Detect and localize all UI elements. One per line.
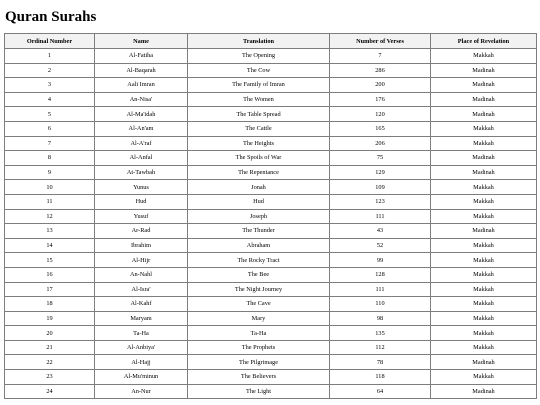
cell-name: Al-Mu'minun: [95, 370, 188, 385]
cell-ordinal-number: 11: [5, 194, 95, 209]
cell-place-of-revelation: Madinah: [431, 384, 537, 399]
cell-name: Ibrahim: [95, 238, 188, 253]
table-row: [5, 384, 537, 399]
cell-ordinal-number: 6: [5, 121, 95, 136]
table-row: [5, 311, 537, 326]
cell-name: An-Nur: [95, 384, 188, 399]
cell-place-of-revelation: Makkah: [431, 136, 537, 151]
table-row: [5, 267, 537, 282]
cell-place-of-revelation: Madinah: [431, 151, 537, 166]
table-row: [5, 165, 537, 180]
cell-number-of-verses: 200: [330, 78, 431, 93]
cell-number-of-verses: 64: [330, 384, 431, 399]
cell-translation: Abraham: [188, 238, 330, 253]
cell-ordinal-number: 1: [5, 49, 95, 64]
cell-place-of-revelation: Makkah: [431, 238, 537, 253]
table-row: [5, 107, 537, 122]
cell-name: Aali Imran: [95, 78, 188, 93]
cell-place-of-revelation: Makkah: [431, 282, 537, 297]
cell-place-of-revelation: Makkah: [431, 326, 537, 341]
column-header-ordinal-number: Ordinal Number: [5, 34, 95, 49]
cell-number-of-verses: 43: [330, 224, 431, 239]
cell-name: Al-Anbiya': [95, 340, 188, 355]
cell-translation: The Thunder: [188, 224, 330, 239]
page-title: Quran Surahs: [5, 9, 97, 25]
table-row: [5, 238, 537, 253]
cell-ordinal-number: 24: [5, 384, 95, 399]
cell-translation: Hud: [188, 194, 330, 209]
cell-ordinal-number: 18: [5, 297, 95, 312]
cell-translation: The Cattle: [188, 121, 330, 136]
table-row: [5, 92, 537, 107]
cell-name: Al-Isra': [95, 282, 188, 297]
cell-name: Al-Anfal: [95, 151, 188, 166]
table-row: [5, 370, 537, 385]
cell-ordinal-number: 17: [5, 282, 95, 297]
cell-ordinal-number: 14: [5, 238, 95, 253]
surahs-table: [4, 33, 537, 399]
cell-place-of-revelation: Madinah: [431, 165, 537, 180]
cell-name: An-Nisa': [95, 92, 188, 107]
table-row: [5, 253, 537, 268]
cell-place-of-revelation: Makkah: [431, 209, 537, 224]
cell-name: Al-Hijr: [95, 253, 188, 268]
cell-number-of-verses: 118: [330, 370, 431, 385]
cell-number-of-verses: 52: [330, 238, 431, 253]
cell-name: Al-An'am: [95, 121, 188, 136]
table-row: [5, 355, 537, 370]
cell-ordinal-number: 9: [5, 165, 95, 180]
cell-name: Al-Kahf: [95, 297, 188, 312]
cell-translation: The Pilgrimage: [188, 355, 330, 370]
cell-translation: The Cow: [188, 63, 330, 78]
cell-place-of-revelation: Madinah: [431, 63, 537, 78]
cell-name: Al-Hajj: [95, 355, 188, 370]
cell-ordinal-number: 16: [5, 267, 95, 282]
cell-number-of-verses: 78: [330, 355, 431, 370]
cell-place-of-revelation: Makkah: [431, 267, 537, 282]
table-header-row: [5, 34, 537, 49]
cell-place-of-revelation: Makkah: [431, 297, 537, 312]
cell-translation: The Spoils of War: [188, 151, 330, 166]
cell-name: Al-Ma'idah: [95, 107, 188, 122]
cell-ordinal-number: 5: [5, 107, 95, 122]
cell-ordinal-number: 19: [5, 311, 95, 326]
cell-translation: Mary: [188, 311, 330, 326]
cell-translation: The Table Spread: [188, 107, 330, 122]
cell-number-of-verses: 75: [330, 151, 431, 166]
cell-translation: The Rocky Tract: [188, 253, 330, 268]
cell-translation: The Heights: [188, 136, 330, 151]
cell-name: Ta-Ha: [95, 326, 188, 341]
table-row: [5, 78, 537, 93]
cell-number-of-verses: 109: [330, 180, 431, 195]
cell-name: Hud: [95, 194, 188, 209]
cell-place-of-revelation: Madinah: [431, 224, 537, 239]
cell-translation: Joseph: [188, 209, 330, 224]
cell-name: Maryam: [95, 311, 188, 326]
cell-name: Yusuf: [95, 209, 188, 224]
cell-number-of-verses: 123: [330, 194, 431, 209]
cell-place-of-revelation: Makkah: [431, 49, 537, 64]
cell-translation: The Prophets: [188, 340, 330, 355]
cell-place-of-revelation: Madinah: [431, 107, 537, 122]
table-row: [5, 224, 537, 239]
cell-number-of-verses: 128: [330, 267, 431, 282]
cell-place-of-revelation: Madinah: [431, 355, 537, 370]
cell-name: At-Tawbah: [95, 165, 188, 180]
cell-translation: The Family of Imran: [188, 78, 330, 93]
cell-ordinal-number: 12: [5, 209, 95, 224]
cell-name: Al-A'raf: [95, 136, 188, 151]
cell-number-of-verses: 176: [330, 92, 431, 107]
cell-number-of-verses: 135: [330, 326, 431, 341]
cell-translation: The Bee: [188, 267, 330, 282]
cell-ordinal-number: 10: [5, 180, 95, 195]
table-row: [5, 180, 537, 195]
table-row: [5, 209, 537, 224]
cell-ordinal-number: 20: [5, 326, 95, 341]
cell-place-of-revelation: Makkah: [431, 194, 537, 209]
table-body: [5, 49, 537, 399]
cell-ordinal-number: 8: [5, 151, 95, 166]
cell-name: An-Nahl: [95, 267, 188, 282]
table-row: [5, 340, 537, 355]
cell-ordinal-number: 13: [5, 224, 95, 239]
cell-number-of-verses: 120: [330, 107, 431, 122]
cell-ordinal-number: 23: [5, 370, 95, 385]
table-row: [5, 194, 537, 209]
table-row: [5, 151, 537, 166]
cell-translation: The Women: [188, 92, 330, 107]
cell-place-of-revelation: Makkah: [431, 253, 537, 268]
table-row: [5, 297, 537, 312]
cell-translation: The Light: [188, 384, 330, 399]
cell-place-of-revelation: Makkah: [431, 340, 537, 355]
cell-name: Al-Baqarah: [95, 63, 188, 78]
cell-number-of-verses: 7: [330, 49, 431, 64]
cell-place-of-revelation: Madinah: [431, 92, 537, 107]
cell-name: Al-Fatiha: [95, 49, 188, 64]
table-row: [5, 63, 537, 78]
column-header-name: Name: [95, 34, 188, 49]
table-row: [5, 49, 537, 64]
cell-ordinal-number: 3: [5, 78, 95, 93]
cell-number-of-verses: 286: [330, 63, 431, 78]
table-row: [5, 136, 537, 151]
cell-ordinal-number: 7: [5, 136, 95, 151]
cell-place-of-revelation: Makkah: [431, 311, 537, 326]
cell-ordinal-number: 2: [5, 63, 95, 78]
table-row: [5, 282, 537, 297]
cell-translation: The Believers: [188, 370, 330, 385]
cell-place-of-revelation: Madinah: [431, 78, 537, 93]
table-row: [5, 326, 537, 341]
cell-ordinal-number: 4: [5, 92, 95, 107]
cell-number-of-verses: 129: [330, 165, 431, 180]
cell-translation: The Opening: [188, 49, 330, 64]
cell-ordinal-number: 21: [5, 340, 95, 355]
column-header-place-of-revelation: Place of Revelation: [431, 34, 537, 49]
cell-ordinal-number: 22: [5, 355, 95, 370]
cell-number-of-verses: 112: [330, 340, 431, 355]
cell-translation: Ta-Ha: [188, 326, 330, 341]
cell-name: Yunus: [95, 180, 188, 195]
column-header-translation: Translation: [188, 34, 330, 49]
cell-translation: The Night Journey: [188, 282, 330, 297]
cell-number-of-verses: 111: [330, 209, 431, 224]
column-header-number-of-verses: Number of Verses: [330, 34, 431, 49]
cell-translation: The Cave: [188, 297, 330, 312]
cell-place-of-revelation: Makkah: [431, 180, 537, 195]
cell-number-of-verses: 110: [330, 297, 431, 312]
table-row: [5, 121, 537, 136]
cell-number-of-verses: 206: [330, 136, 431, 151]
cell-place-of-revelation: Makkah: [431, 370, 537, 385]
cell-number-of-verses: 98: [330, 311, 431, 326]
cell-translation: The Repentance: [188, 165, 330, 180]
cell-name: Ar-Rad: [95, 224, 188, 239]
cell-place-of-revelation: Makkah: [431, 121, 537, 136]
cell-translation: Jonah: [188, 180, 330, 195]
cell-number-of-verses: 111: [330, 282, 431, 297]
cell-number-of-verses: 99: [330, 253, 431, 268]
cell-number-of-verses: 165: [330, 121, 431, 136]
cell-ordinal-number: 15: [5, 253, 95, 268]
